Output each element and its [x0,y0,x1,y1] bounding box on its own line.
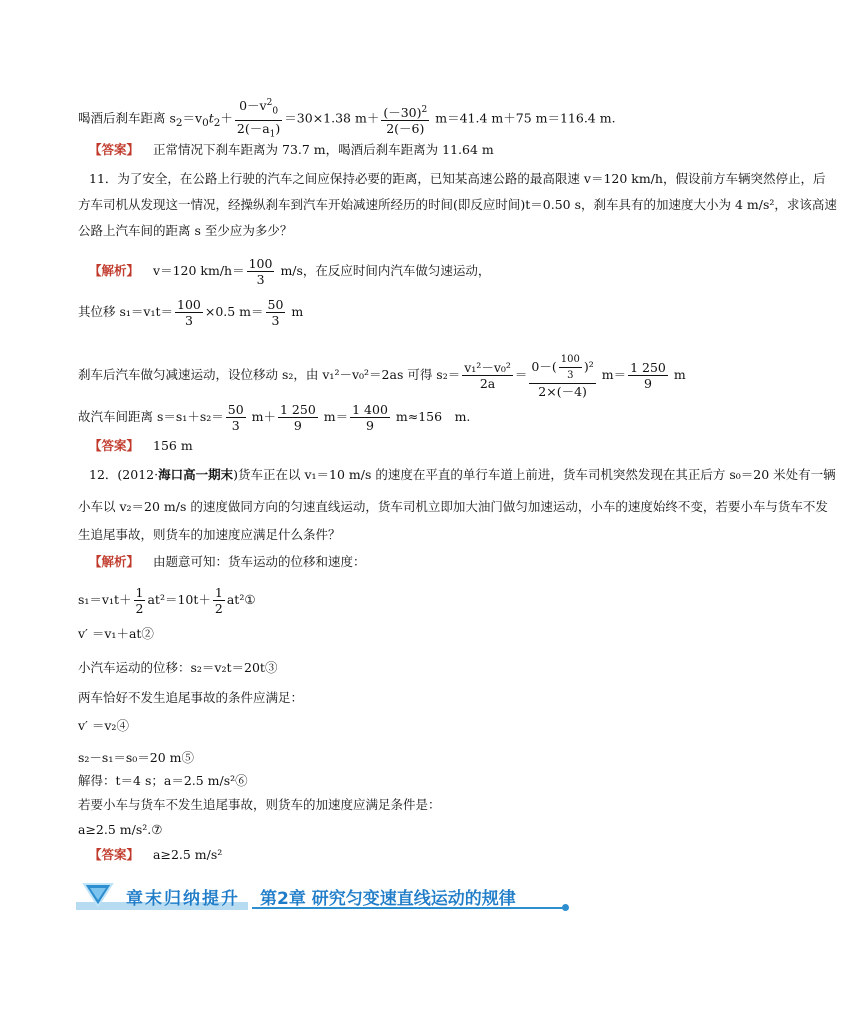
fraction: $\frac{1 250}{9}$ [279,402,316,433]
question-12-line2: 小车以 v₂＝20 m/s 的速度做同方向的匀速直线运动，货车司机立即加大油门做匀加速运动，小车的速度始终不变，若要小车与货车不发 [78,499,828,514]
solution-12-eq2: v′ ＝v₁＋at② [78,626,154,641]
fraction: $\frac{1 250}{9}$ [630,360,666,391]
fraction: $\frac{0-v^2_0}{2(-a_1)}$ [236,98,281,140]
fraction: $\frac{(-30)^2}{2(-6)}$ [383,104,428,136]
eq-prefix: 喝酒后刹车距离 s [78,110,176,126]
answer-12: 【答案】 a≥2.5 m/s² [89,847,223,862]
answer-tag: 【答案】 [89,847,140,862]
equation-drunk-braking: 喝酒后刹车距离 $s_2=v_0t_2+$ $\frac{0-v^2_0}{2(-a_1)}$ ＝30×1.38 m＋ $\frac{(-30)^2}{2(-6)}$ m＝41.4 m＋75 m＝116.4 m. [78,96,616,142]
solution-12-eq8: 若要小车与货车不发生追尾事故，则货车的加速度应满足条件是： [78,797,441,812]
question-11-line3: 公路上汽车间的距离 s 至少应为多少？ [78,223,293,238]
answer-tag: 【答案】 [89,438,140,453]
fraction: 0－( $\frac{100}{3}$ )² 2×(－4) [531,354,594,399]
fraction: $\frac{100}{3}$ [248,256,273,287]
solution-12-eq1: s₁＝v₁t＋ $\frac{1}{2}$ at²＝10t＋ $\frac{1}{2}$ at²① [78,585,256,616]
fraction: $\frac{\text{v₁²－v₀²}}{2a}$ [464,360,511,391]
solution-12-eq4: 两车恰好不发生追尾事故的条件应满足： [78,690,304,705]
question-12-line1: 12．(2012·海口高一期末)货车正在以 v₁＝10 m/s 的速度在平直的单行车道上前进，货车司机突然发现在其正后方 s₀＝20 米处有一辆 [89,467,836,482]
footer-dot [562,904,569,911]
answer-11: 【答案】 156 m [89,438,193,453]
question-11-line2: 方车司机从发现这一情况，经操纵刹车到汽车开始减速所经历的时间(即反应时间)t＝0.50 s，刹车具有的加速度大小为 4 m/s²，求该高速 [78,197,837,212]
footer-chapter: 第2章 研究匀变速直线运动的规律 [260,889,516,909]
solution-11-line3: 刹车后汽车做匀减速运动，设位移动 s₂，由 v₁²－v₀²＝2as 可得 s₂＝ $\frac{\text{v₁²－v₀²}}{2a}$ ＝ 0－( $\frac{100}{3}$ )² 2×(－4) m＝ $\frac{1 250}{9}$ m [78,354,686,399]
solution-12-eq5: v′ ＝v₂④ [78,718,129,733]
fraction: $\frac{1 400}{9}$ [352,402,388,433]
fraction: $\frac{1}{2}$ [135,585,144,616]
solution-11-line1: 【解析】 v＝120 km/h＝ $\frac{100}{3}$ m/s，在反应时间内汽车做匀速运动， [89,256,491,287]
fraction: $\frac{1}{2}$ [214,585,223,616]
solution-12-intro: 【解析】 由题意可知：货车运动的位移和速度： [89,554,366,569]
solution-12-eq3: 小汽车运动的位移：s₂＝v₂t＝20t③ [78,660,278,675]
analysis-tag: 【解析】 [89,554,140,569]
solution-11-line4: 故汽车间距离 s＝s₁＋s₂＝ $\frac{50}{3}$ m＋ $\frac{1 250}{9}$ m＝ $\frac{1 400}{9}$ m≈156 m. [78,402,471,433]
question-12-line3: 生追尾事故，则货车的加速度应满足什么条件？ [78,527,341,542]
fraction: $\frac{50}{3}$ [267,297,284,328]
solution-12-eq7: 解得：t＝4 s；a＝2.5 m/s²⑥ [78,773,248,788]
fraction: $\frac{100}{3}$ [177,297,201,328]
solution-12-eq6: s₂－s₁＝s₀＝20 m⑤ [78,750,195,765]
chapter-footer-banner [76,880,568,912]
footer-title: 章末归纳提升 [126,889,240,909]
answer-tag: 【答案】 [89,142,140,157]
question-11-line1: 11．为了安全，在公路上行驶的汽车之间应保持必要的距离，已知某高速公路的最高限速 v＝120 km/h，假设前方车辆突然停止，后 [89,171,826,186]
fraction: $\frac{50}{3}$ [227,402,244,433]
answer-1: 【答案】 正常情况下刹车距离为 73.7 m，喝酒后刹车距离为 11.64 m [89,142,494,157]
solution-11-line2: 其位移 s₁＝v₁t＝ $\frac{100}{3}$ ×0.5 m＝ $\frac{50}{3}$ m [78,297,304,328]
solution-12-eq9: a≥2.5 m/s².⑦ [78,822,163,837]
analysis-tag: 【解析】 [89,263,140,278]
triangle-down-icon [78,882,118,910]
